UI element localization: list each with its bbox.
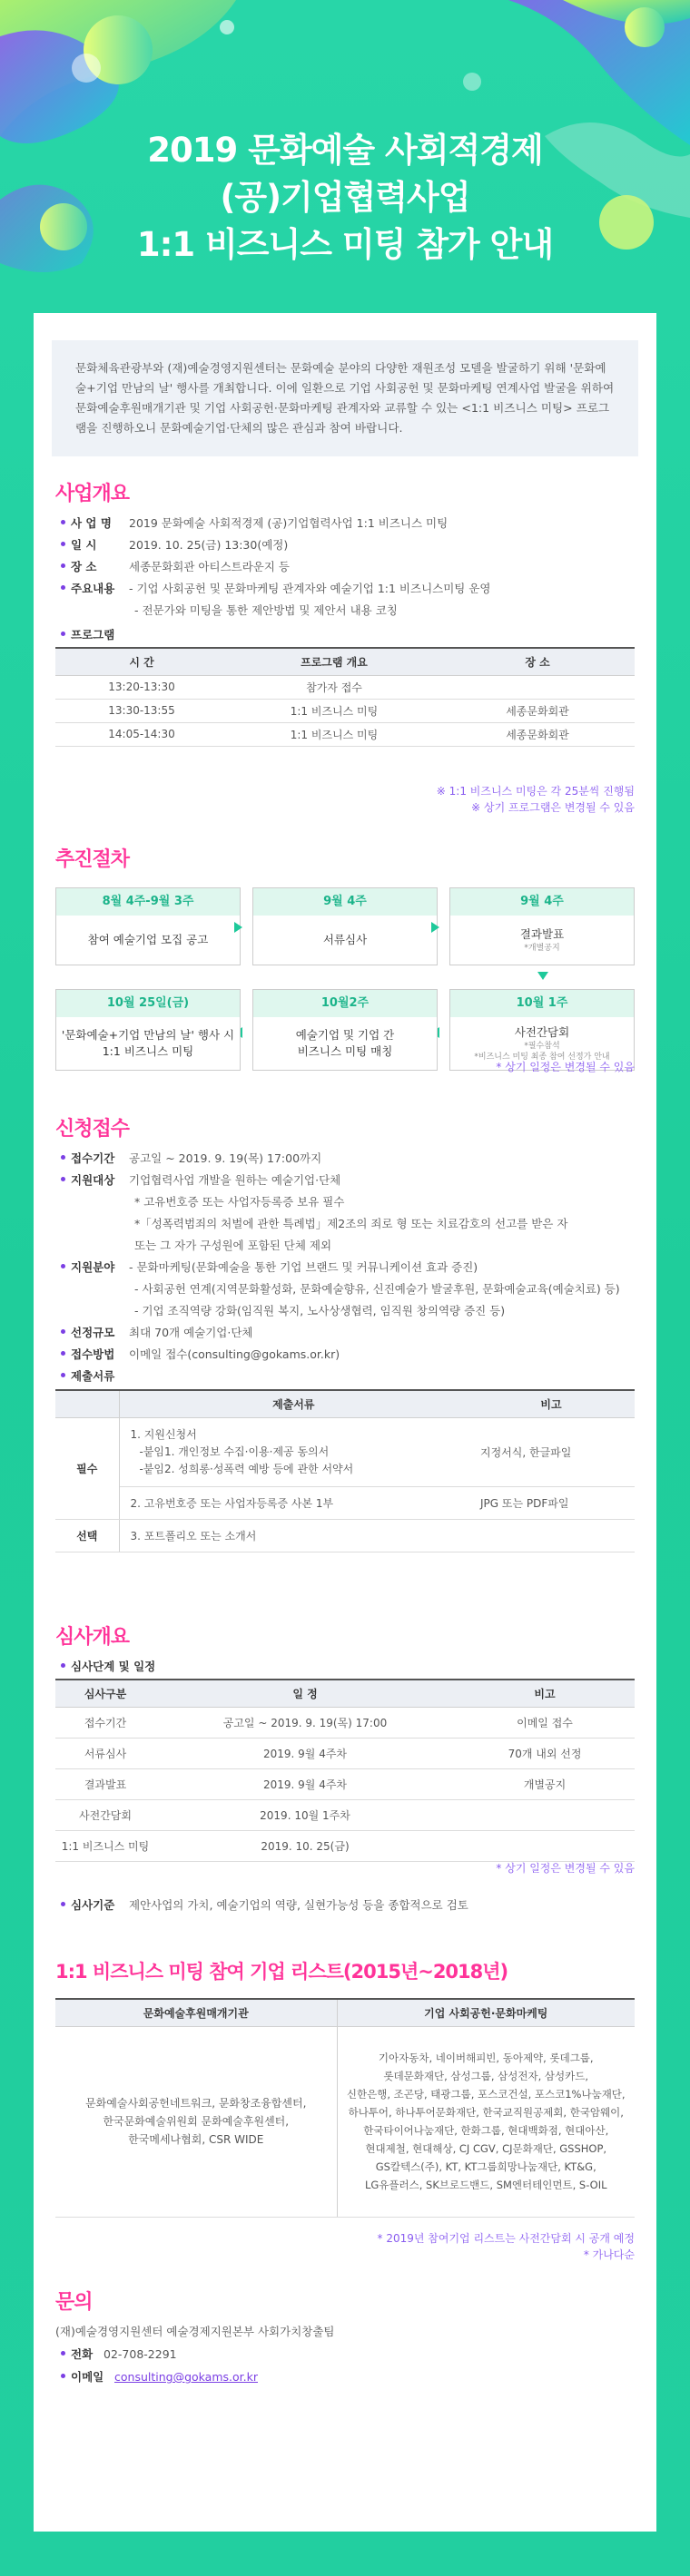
table-row: 13:30-13:55 1:1 비즈니스 미팅 세종문화회관 [55,699,635,722]
company-table: 문화예술후원매개기관 기업 사회공헌·문화마케팅 문화예술사회공헌네트워크, 문화창조융합센터, 한국문화예술위원회 문화예술후원센터, 한국메세나협회, CSR WIDE 기아자동차, 네이버해피빈, 동아제약, 롯데그룹, 롯데문화재단, 삼성그룹, 삼성전자, 삼성카드, 신한은행, 조곤당, 태광그룹, 포스코건설, 포스코1%나눔재단, 하나투어, 하나투어문화재단, 한국교직원공제회, 한국암웨이, 한국타이어나눔재단, 한화그룹, 현대백화점, 현대아산, 현대제철, 현대해상, CJ CGV, CJ문화재단, GSSHOP, GS칼텍스(주), KT, KT그룹희망나눔재단, KT&G, LG유플러스, SK브로드밴드, SM엔터테인먼트, S-OIL [55,1998,635,2218]
apply-row: 지원분야 - 문화마케팅(문화예술을 통한 기업 브랜드 및 커뮤니케이션 효과 증진) [61,1259,478,1275]
table-row: 사전간담회 2019. 10월 1주차 [55,1799,635,1830]
list-note: * 2019년 참여기업 리스트는 사전간담회 시 공개 예정 * 가나다순 [377,2232,635,2261]
apply-heading: 신청접수 [55,1118,130,1141]
process-step: 10월 1주 사전간담회 *필수참석 *비즈니스 미팅 최종 참여 선정가 안내 [449,989,635,1071]
apply-row: *「성폭력범죄의 처벌에 관한 특례법」제2조의 죄로 형 또는 치료감호의 선고를 받은 자 [134,1217,568,1230]
table-row: 접수기간 공고일 ~ 2019. 9. 19(목) 17:00 이메일 접수 [55,1707,635,1738]
overview-row: 일 시 2019. 10. 25(금) 13:30(예정) [61,536,288,553]
table-row: 2. 고유번호증 또는 사업자등록증 사본 1부 JPG 또는 PDF파일 [55,1486,635,1519]
program-label: 프로그램 [61,626,114,642]
overview-row: 주요내용 - 기업 사회공헌 및 문화마케팅 관계자와 예술기업 1:1 비즈니스미팅 운영 [61,580,491,596]
footer-background [0,2532,690,2576]
docs-table: 제출서류 비고 필수 1. 지원신청서 -붙임1. 개인정보 수집·이용·제공 동의서 -붙임2. 성희롱·성폭력 예방 등에 관한 서약서 지정서식, 한글파일 2. 고유번호증 또는 사업자등록증 사본 1부 JPG 또는 PDF파일 선택 3. 포트폴리오 또는 소개서 [55,1389,635,1552]
table-row: 1:1 비즈니스 미팅 2019. 10. 25(금) [55,1830,635,1861]
overview-heading: 사업개요 [55,483,130,505]
list-heading: 1:1 비즈니스 미팅 참여 기업 리스트(2015년~2018년) [55,1961,508,1983]
apply-row: 선정규모 최대 70개 예술기업·단체 [61,1324,253,1340]
review-label: 심사단계 및 일정 [61,1658,155,1674]
apply-row: 지원대상 기업협력사업 개발을 원하는 예술기업·단체 [61,1171,340,1188]
program-note: ※ 1:1 비즈니스 미팅은 각 25분씩 진행됨 ※ 상기 프로그램은 변경될 수 있음 [436,785,635,814]
process-step: 8월 4주-9월 3주 참여 예술기업 모집 공고 [55,887,241,965]
page-title [0,127,690,269]
arrow-right-icon [234,922,242,933]
overview-row: - 전문가와 미팅을 통한 제안방법 및 제안서 내용 코칭 [134,603,398,617]
apply-row: 접수기간 공고일 ~ 2019. 9. 19(목) 17:00까지 [61,1150,321,1166]
table-row: 선택 3. 포트폴리오 또는 소개서 [55,1519,635,1552]
review-heading: 심사개요 [55,1626,130,1649]
table-row: 필수 1. 지원신청서 -붙임1. 개인정보 수집·이용·제공 동의서 -붙임2. 성희롱·성폭력 예방 등에 관한 서약서 지정서식, 한글파일 [55,1417,635,1486]
title-line-3: 1:1 비즈니스 미팅 참가 안내 [136,225,554,264]
contact-org: (재)예술경영지원센터 예술경제지원본부 사회가치창출팀 [55,2325,335,2338]
contact-heading: 문의 [55,2291,93,2314]
apply-row: 접수방법 이메일 접수(consulting@gokams.or.kr) [61,1346,340,1362]
intro-text: 문화체육관광부와 (재)예술경영지원센터는 문화예술 분야의 다양한 재원조성 모델을 발굴하기 위해 '문화예술+기업 만남의 날' 행사를 개최합니다. 이에 일환으로 기업 사회공헌 및 문화마케팅 연계사업 발굴을 위하여 문화예술후원매개기관 및 기업 사회공헌·문화마케팅 관계자와 교류할 수 있는 <1:1 비즈니스 미팅> 프로그램을 진행하오니 문화예술기업·단체의 많은 관심과 참여 바랍니다. [52,340,638,456]
title-line-2: (공)기업협력사업 [220,178,470,217]
table-row: 13:20-13:30 참가자 접수 [55,675,635,699]
apply-row: 또는 그 자가 구성원에 포함된 단체 제외 [134,1239,332,1252]
title-line-1: 2019 문화예술 사회적경제 [147,131,543,170]
apply-row: - 기업 조직역량 강화(임직원 복지, 노사상생협력, 임직원 창의역량 증진 등) [134,1304,506,1317]
table-row: 문화예술사회공헌네트워크, 문화창조융합센터, 한국문화예술위원회 문화예술후원센터, 한국메세나협회, CSR WIDE 기아자동차, 네이버해피빈, 동아제약, 롯데그룹, 롯데문화재단, 삼성그룹, 삼성전자, 삼성카드, 신한은행, 조곤당, 태광그룹, 포스코건설, 포스코1%나눔재단, 하나투어, 하나투어문화재단, 한국교직원공제회, 한국암웨이, 한국타이어나눔재단, 한화그룹, 현대백화점, 현대아산, 현대제철, 현대해상, CJ CGV, CJ문화재단, GSSHOP, GS칼텍스(주), KT, KT그룹희망나눔재단, KT&G, LG유플러스, SK브로드밴드, SM엔터테인먼트, S-OIL [55,2026,635,2217]
process-step: 10월2주 예술기업 및 기업 간 비즈니스 미팅 매칭 [252,989,438,1071]
docs-label: 제출서류 [61,1367,114,1384]
arrow-right-icon [431,922,439,933]
process-step: 9월 4주 서류심사 [252,887,438,965]
overview-row: 사 업 명 2019 문화예술 사회적경제 (공)기업협력사업 1:1 비즈니스 미팅 [61,514,448,531]
contact-phone: 전화 02-708-2291 [61,2346,177,2362]
overview-row: 장 소 세종문화회관 아티스트라운지 등 [61,558,290,574]
process-step: 9월 4주 결과발표 *개별공지 [449,887,635,965]
process-heading: 추진절차 [55,848,130,871]
review-note: * 상기 일정은 변경될 수 있음 [496,1862,635,1875]
content-card [34,313,656,2532]
table-row: 14:05-14:30 1:1 비즈니스 미팅 세종문화회관 [55,722,635,746]
process-note: * 상기 일정은 변경될 수 있음 [496,1061,635,1073]
process-step: 10월 25일(금) '문화예술+기업 만남의 날' 행사 시 1:1 비즈니스 미팅 [55,989,241,1071]
review-criteria: 심사기준 제안사업의 가치, 예술기업의 역량, 실현가능성 등을 종합적으로 검토 [61,1896,468,1913]
email-link[interactable]: consulting@gokams.or.kr [114,2370,258,2384]
review-table: 심사구분 일 정 비고 접수기간 공고일 ~ 2019. 9. 19(목) 17:00 이메일 접수 서류심사 2019. 9월 4주차 70개 내외 선정 결과발표 2019. 9월 4주차 개별공지 사전간담회 2019. 10월 1주차 1:1 비즈니스 미팅 2019. 10. 25(금) [55,1679,635,1862]
apply-row: * 고유번호증 또는 사업자등록증 보유 필수 [134,1195,345,1209]
header-banner [0,0,690,299]
contact-email: 이메일 consulting@gokams.or.kr [61,2368,258,2385]
apply-row: - 사회공헌 연계(지역문화활성화, 문화예술향유, 신진예술가 발굴후원, 문화예술교육(예술치료) 등) [134,1282,620,1296]
program-table: 시 간 프로그램 개요 장 소 13:20-13:30 참가자 접수 13:30-13:55 1:1 비즈니스 미팅 세종문화회관 14:05-14:30 1:1 비즈니스 미팅 세종문화회관 [55,647,635,747]
table-row: 서류심사 2019. 9월 4주차 70개 내외 선정 [55,1738,635,1768]
table-row: 결과발표 2019. 9월 4주차 개별공지 [55,1768,635,1799]
arrow-down-icon [537,972,548,980]
